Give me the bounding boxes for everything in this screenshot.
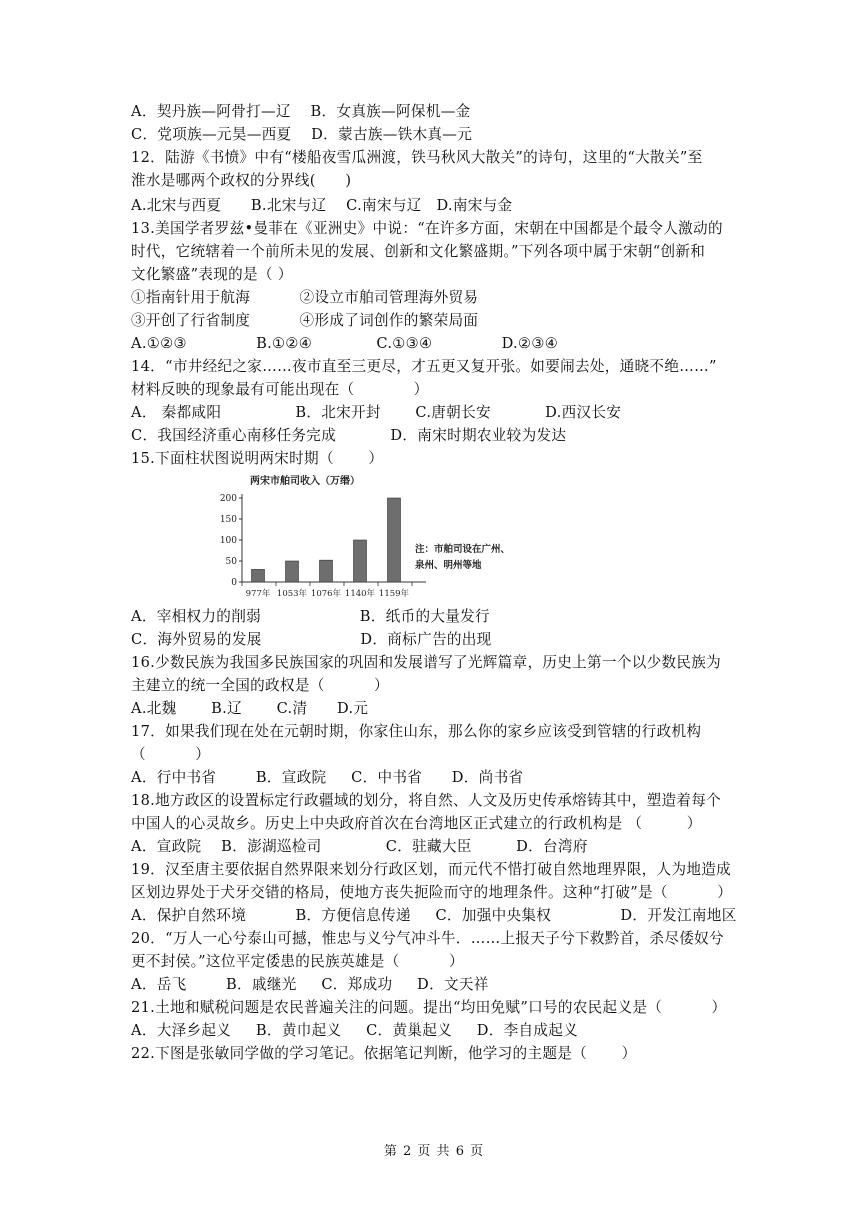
text-line: 19．汉至唐主要依据自然界限来划分行政区划，而元代不惜打破自然地理界限，人为地造成 <box>131 861 732 878</box>
x-tick-label: 1159年 <box>378 589 410 599</box>
text-line: 中国人的心灵故乡。历史上中央政府首次在台湾地区正式建立的行政机构是 （ ） <box>131 815 702 832</box>
text-line: 13.美国学者罗兹•曼菲在《亚洲史》中说：“在许多方面，宋朝在中国都是个最令人激动的 <box>131 220 723 237</box>
text-line: A.①②③ B.①②④ C.①③④ D.②③④ <box>131 335 559 352</box>
text-line: 15.下面柱状图说明两宋时期（ ） <box>131 450 384 467</box>
x-tick-label: 1140年 <box>344 589 376 599</box>
bar <box>286 561 299 582</box>
bar <box>388 498 401 582</box>
text-line: A.北宋与西夏 B.北宋与辽 C.南宋与辽 D.南宋与金 <box>131 197 513 214</box>
text-line: A．契丹族—阿骨打—辽 B．女真族—阿保机—金 <box>131 103 471 120</box>
text-line: 主建立的统一全国的政权是（ ） <box>131 677 389 694</box>
text-line: C．党项族—元昊—西夏 D．蒙古族—铁木真—元 <box>131 126 473 143</box>
x-tick-label: 977年 <box>245 589 271 599</box>
text-line: 20．“万人一心兮泰山可撼，惟忠与义兮气冲斗牛．……上报天子兮下救黔首，杀尽倭奴兮 <box>131 930 724 947</box>
chart-title: 两宋市舶司收入（万缗） <box>250 476 360 487</box>
bar <box>320 560 333 582</box>
chart-note: 泉州、明州等地 <box>415 560 482 571</box>
text-line: A．大泽乡起义 B．黄巾起义 C．黄巢起义 D．李自成起义 <box>131 1022 579 1039</box>
page-footer: 第 2 页 共 6 页 <box>383 1144 485 1159</box>
text-line: 21.土地和赋税问题是农民普遍关注的问题。提出“均田免赋”口号的农民起义是（ ） <box>131 999 727 1016</box>
text-line: 材料反映的现象最有可能出现在（ ） <box>131 381 429 398</box>
text-line: （ ） <box>131 746 211 763</box>
text-line: A． 秦都咸阳 B．北宋开封 C.唐朝长安 D.西汉长安 <box>131 404 622 421</box>
bar <box>252 569 265 582</box>
text-line: 区划边界处于犬牙交错的格局，使地方丧失扼险而守的地理条件。这种“打破”是（ ） <box>131 884 733 901</box>
text-line: A．岳飞 B．戚继光 C．郑成功 D．文天祥 <box>131 976 489 993</box>
text-line: 淮水是哪两个政权的分界线( ) <box>131 172 352 189</box>
chart-note: 注：市舶司设在广州、 <box>415 544 511 555</box>
text-line: 更不封侯。”这位平定倭患的民族英雄是（ ） <box>131 953 464 970</box>
y-tick-label: 200 <box>219 494 237 504</box>
y-tick-label: 100 <box>219 536 237 546</box>
text-line: ③开创了行省制度 ④形成了词创作的繁荣局面 <box>131 312 479 329</box>
text-line: A.北魏 B.辽 C.清 D.元 <box>131 700 369 717</box>
text-line: 12．陆游《书愤》中有“楼船夜雪瓜洲渡，铁马秋风大散关”的诗句，这里的“大散关”至 <box>131 149 703 166</box>
y-tick-label: 0 <box>231 578 237 588</box>
y-tick-label: 150 <box>219 515 237 525</box>
x-tick-label: 1053年 <box>276 589 308 599</box>
text-line: 22.下图是张敏同学做的学习笔记。依据笔记判断，他学习的主题是（ ） <box>131 1045 637 1062</box>
text-line: A．行中书省 B．宣政院 C．中书省 D．尚书省 <box>131 769 524 786</box>
text-line: A．宣政院 B．澎湖巡检司 C．驻藏大臣 D．台湾府 <box>131 838 588 855</box>
text-line: 文化繁盛”表现的是（ ） <box>131 266 293 283</box>
text-line: C．我国经济重心南移任务完成 D．南宋时期农业较为发达 <box>131 427 567 444</box>
text-line: 18.地方政区的设置标定行政疆域的划分，将自然、人文及历史传承熔铸其中，塑造着每个 <box>131 792 722 809</box>
text-line: A．宰相权力的削弱 B．纸币的大量发行 <box>131 608 490 625</box>
text-line: ①指南针用于航海 ②设立市舶司管理海外贸易 <box>131 289 479 306</box>
text-line: 17．如果我们现在处在元朝时期，你家住山东，那么你的家乡应该受到管辖的行政机构 <box>131 723 702 740</box>
text-line: C．海外贸易的发展 D．商标广告的出现 <box>131 631 492 648</box>
bar <box>354 540 367 582</box>
y-tick-label: 50 <box>225 557 237 567</box>
revenue-bar-chart <box>210 472 540 607</box>
text-line: 14．“市井经纪之家……夜市直至三更尽，才五更又复开张。如要闹去处，通晓不绝……” <box>131 358 717 375</box>
text-line: 时代，它统辖着一个前所未见的发展、创新和文化繁盛期。”下列各项中属于宋朝“创新和 <box>131 243 706 260</box>
x-tick-label: 1076年 <box>310 589 342 599</box>
text-line: A．保护自然环境 B．方便信息传递 C．加强中央集权 D．开发江南地区 <box>131 907 737 924</box>
text-line: 16.少数民族为我国多民族国家的巩固和发展谱写了光辉篇章，历史上第一个以少数民族为 <box>131 654 722 671</box>
